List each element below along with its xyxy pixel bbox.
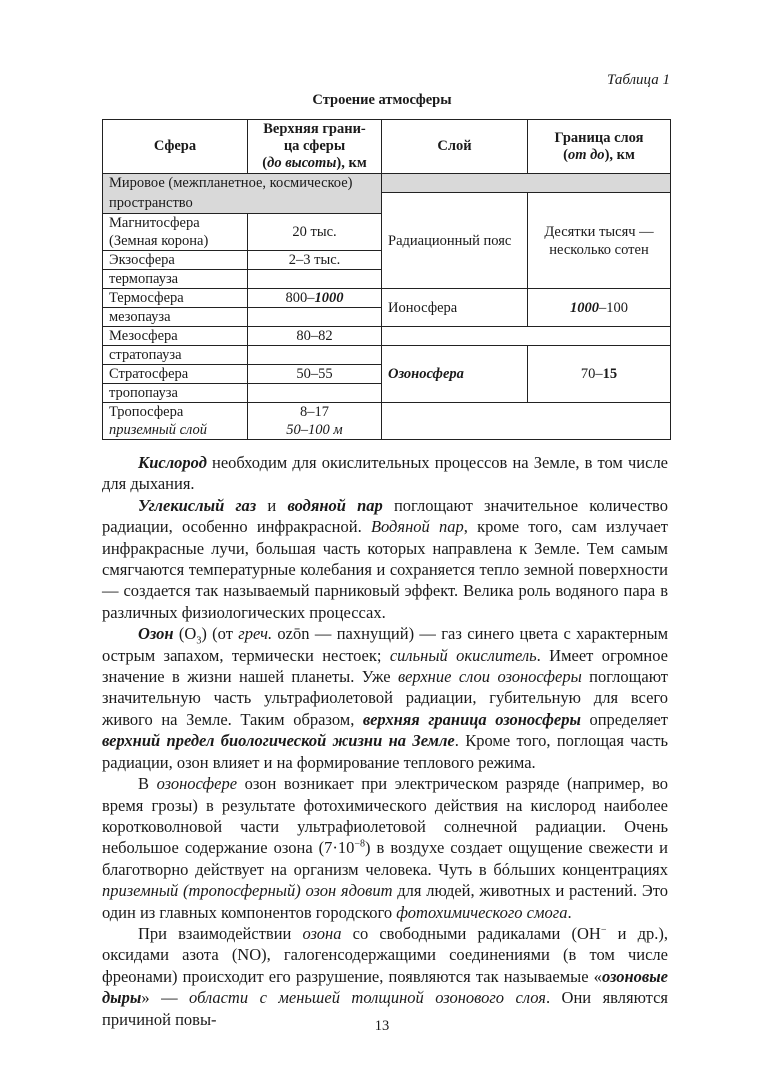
bound-prefix: 70– — [580, 366, 603, 382]
upper-boundary-cell: 80–82 — [248, 327, 382, 346]
upper-boundary-cell: 20 тыс. — [248, 214, 382, 251]
table-header-row — [103, 120, 671, 174]
sphere-cell: Стратосфера — [103, 365, 248, 384]
paragraph-ozone — [102, 623, 668, 773]
sublayer-upper-value: 50–100 м — [286, 422, 343, 438]
empty-layer-cell — [382, 403, 671, 440]
text-span: При взаимодействии — [138, 923, 303, 943]
emphasis-span: озоновые дыры — [102, 966, 668, 1008]
page-number: 13 — [374, 1018, 390, 1034]
header-upper-line1: Верхняя грани- — [263, 121, 366, 137]
bound-emphasis: 1000 — [570, 299, 599, 316]
text-span: со свободными радикалами (OH — [341, 923, 601, 943]
upper-boundary-cell — [248, 346, 382, 365]
upper-value: 8–17 — [300, 404, 329, 420]
paragraph-ozonosphere — [102, 773, 668, 923]
upper-boundary-cell: 2–3 тыс. — [248, 251, 382, 270]
header-bound-line1: Граница слоя — [554, 129, 644, 146]
empty-layer-cell — [382, 327, 671, 346]
term-ozone: Озон — [138, 624, 174, 644]
header-sphere: Сфера — [103, 120, 248, 174]
header-layer-boundary: Граница слоя (от до), км — [528, 120, 671, 174]
upper-boundary-cell: 50–55 — [248, 365, 382, 384]
upper-boundary-cell — [248, 384, 382, 403]
table-row — [103, 327, 671, 346]
sphere-cell: Экзосфера — [103, 251, 248, 270]
text-span: (O — [173, 624, 197, 644]
text-span: , кроме того, сам излучает инфракрасные лучи, большая часть которых направлена к Земле. Тем самым смягчаются температурные колебания и сохраняется тепло земной поверхности — создается так называемый парниковый эффект. Велика роль водяного пара в различных физиологических процессах. — [102, 517, 668, 622]
layer-boundary-cell — [528, 346, 671, 403]
italic-span: озоносфере — [156, 774, 238, 794]
header-layer: Слой — [382, 120, 528, 174]
text-span: для людей, животных и растений. Это один из главных компонентов городского — [102, 881, 668, 922]
header-bound-italic: от до — [567, 146, 605, 163]
body-text — [102, 452, 668, 1030]
text-span: ) в воздухе создает ощущение свежести и благотворно действует на организм человека. Чуть в бóльших концентрациях — [102, 838, 668, 879]
sphere-alt-name: (Земная корона) — [109, 233, 209, 249]
table-row — [103, 289, 671, 308]
pause-cell: мезопауза — [103, 308, 248, 327]
text-span: ozōn — пахнущий) — газ синего цвета с характерным острым запахом, термически нестоек; — [102, 624, 669, 665]
sphere-cell: Мезосфера — [103, 327, 248, 346]
text-span: и — [256, 495, 288, 515]
text-span: » — — [141, 988, 190, 1008]
emphasis-span: верхняя граница озоносферы — [362, 709, 581, 729]
paragraph-oxygen — [102, 452, 668, 495]
text-span: . Имеет огромное значение в жизни нашей планеты. Уже — [102, 645, 669, 687]
layer-boundary-cell — [528, 289, 671, 327]
paragraph-co2-water — [102, 495, 668, 623]
upper-boundary-cell — [248, 289, 382, 308]
layer-boundary-cell — [528, 193, 671, 289]
table-row — [103, 346, 671, 365]
text-span: . — [567, 902, 572, 922]
text-span: поглощают значительную часть ультрафиолетовой радиации, губительную для всего живого на Земле. Таким образом, — [102, 667, 669, 729]
pause-cell: тропопауза — [103, 384, 248, 403]
sublayer-name: приземный слой — [109, 422, 208, 438]
table-title: Строение атмосферы — [312, 92, 452, 108]
pause-cell: термопауза — [103, 270, 248, 289]
paragraph-ozone-holes — [102, 923, 668, 1030]
bound-emphasis: 15 — [602, 366, 618, 382]
header-bound-suffix: ), км — [604, 146, 635, 163]
text-span: . Они являются причиной повы- — [102, 988, 668, 1029]
layer-boundary-line2: несколько сотен — [549, 241, 649, 258]
term-water-vapor: водяной пар — [287, 495, 383, 515]
atmosphere-structure-table — [102, 119, 671, 440]
italic-span: сильный окислитель — [389, 645, 537, 665]
superscript: − — [600, 924, 607, 936]
italic-span: Водяной пар — [370, 517, 464, 537]
sphere-name: Тропосфера — [109, 404, 184, 420]
upper-prefix: 800– — [285, 290, 315, 306]
layer-name-cell: Озоносфера — [382, 346, 528, 403]
text-span: В — [138, 774, 157, 794]
header-upper-line2: ца сферы — [283, 138, 346, 154]
text-span: необходим для окислительных процессов на Земле, в том числе для дыхания. — [102, 453, 668, 494]
layer-boundary-line1: Десятки тысяч — — [544, 223, 654, 240]
header-upper-suffix: ), км — [336, 155, 367, 171]
gray-band-cell — [382, 174, 671, 193]
header-upper-boundary: Верхняя грани- ца сферы (до высоты), км — [248, 120, 382, 174]
superscript: −8 — [354, 838, 366, 850]
text-span: определяет — [580, 709, 668, 729]
term-oxygen: Кислород — [138, 453, 207, 472]
table-row — [103, 403, 671, 440]
world-space-cell: Мировое (межпланетное, космическое) пространство — [103, 174, 382, 214]
text-span: ) (от — [201, 624, 239, 644]
italic-span: фотохимического смога — [396, 902, 568, 922]
sphere-cell — [103, 214, 248, 251]
sphere-cell: Термосфера — [103, 289, 248, 308]
upper-boundary-cell — [248, 270, 382, 289]
emphasis-span: верхний предел биологической жизни на Земле — [102, 731, 455, 751]
italic-span: приземный (тропосферный) озон ядовит — [102, 881, 393, 901]
table-row — [103, 174, 671, 193]
sphere-name: Магнитосфера — [109, 215, 200, 231]
pause-cell: стратопауза — [103, 346, 248, 365]
table-label: Таблица 1 — [607, 72, 670, 88]
italic-span: озона — [302, 923, 342, 943]
text-span: поглощают значительное количество радиации, особенно инфракрасной. — [102, 495, 668, 537]
sphere-cell — [103, 403, 248, 440]
layer-name-cell: Ионосфера — [382, 289, 528, 327]
header-upper-italic: до высоты — [267, 155, 337, 171]
italic-span: греч. — [238, 624, 273, 644]
bound-suffix: –100 — [599, 299, 628, 316]
italic-span: верхние слои озоносферы — [397, 667, 582, 687]
layer-name-cell: Радиационный пояс — [382, 193, 528, 289]
upper-emphasis: 1000 — [314, 290, 344, 306]
text-span: озон возникает при электрическом разряде (например, во время грозы) в результате фотохимического действия на кислород наиболее коротковолновой части ультрафиолетовой солнечной радиации. Очень небольшое содержание озона (7·10 — [102, 774, 668, 858]
text-span: . Кроме того, поглощая часть радиации, озон влияет и на формирование теплового режима. — [102, 731, 668, 772]
italic-span: области с меньшей толщиной озонового слоя — [189, 988, 546, 1008]
upper-boundary-cell — [248, 403, 382, 440]
text-span: и др.), оксидами азота (NO), галогенсодержащими соединениями (в том числе фреонами) происходит его разрушение, появляются так называемые « — [102, 923, 668, 986]
upper-boundary-cell — [248, 308, 382, 327]
subscript: 3 — [196, 635, 202, 647]
term-co2: Углекислый газ — [138, 495, 257, 515]
